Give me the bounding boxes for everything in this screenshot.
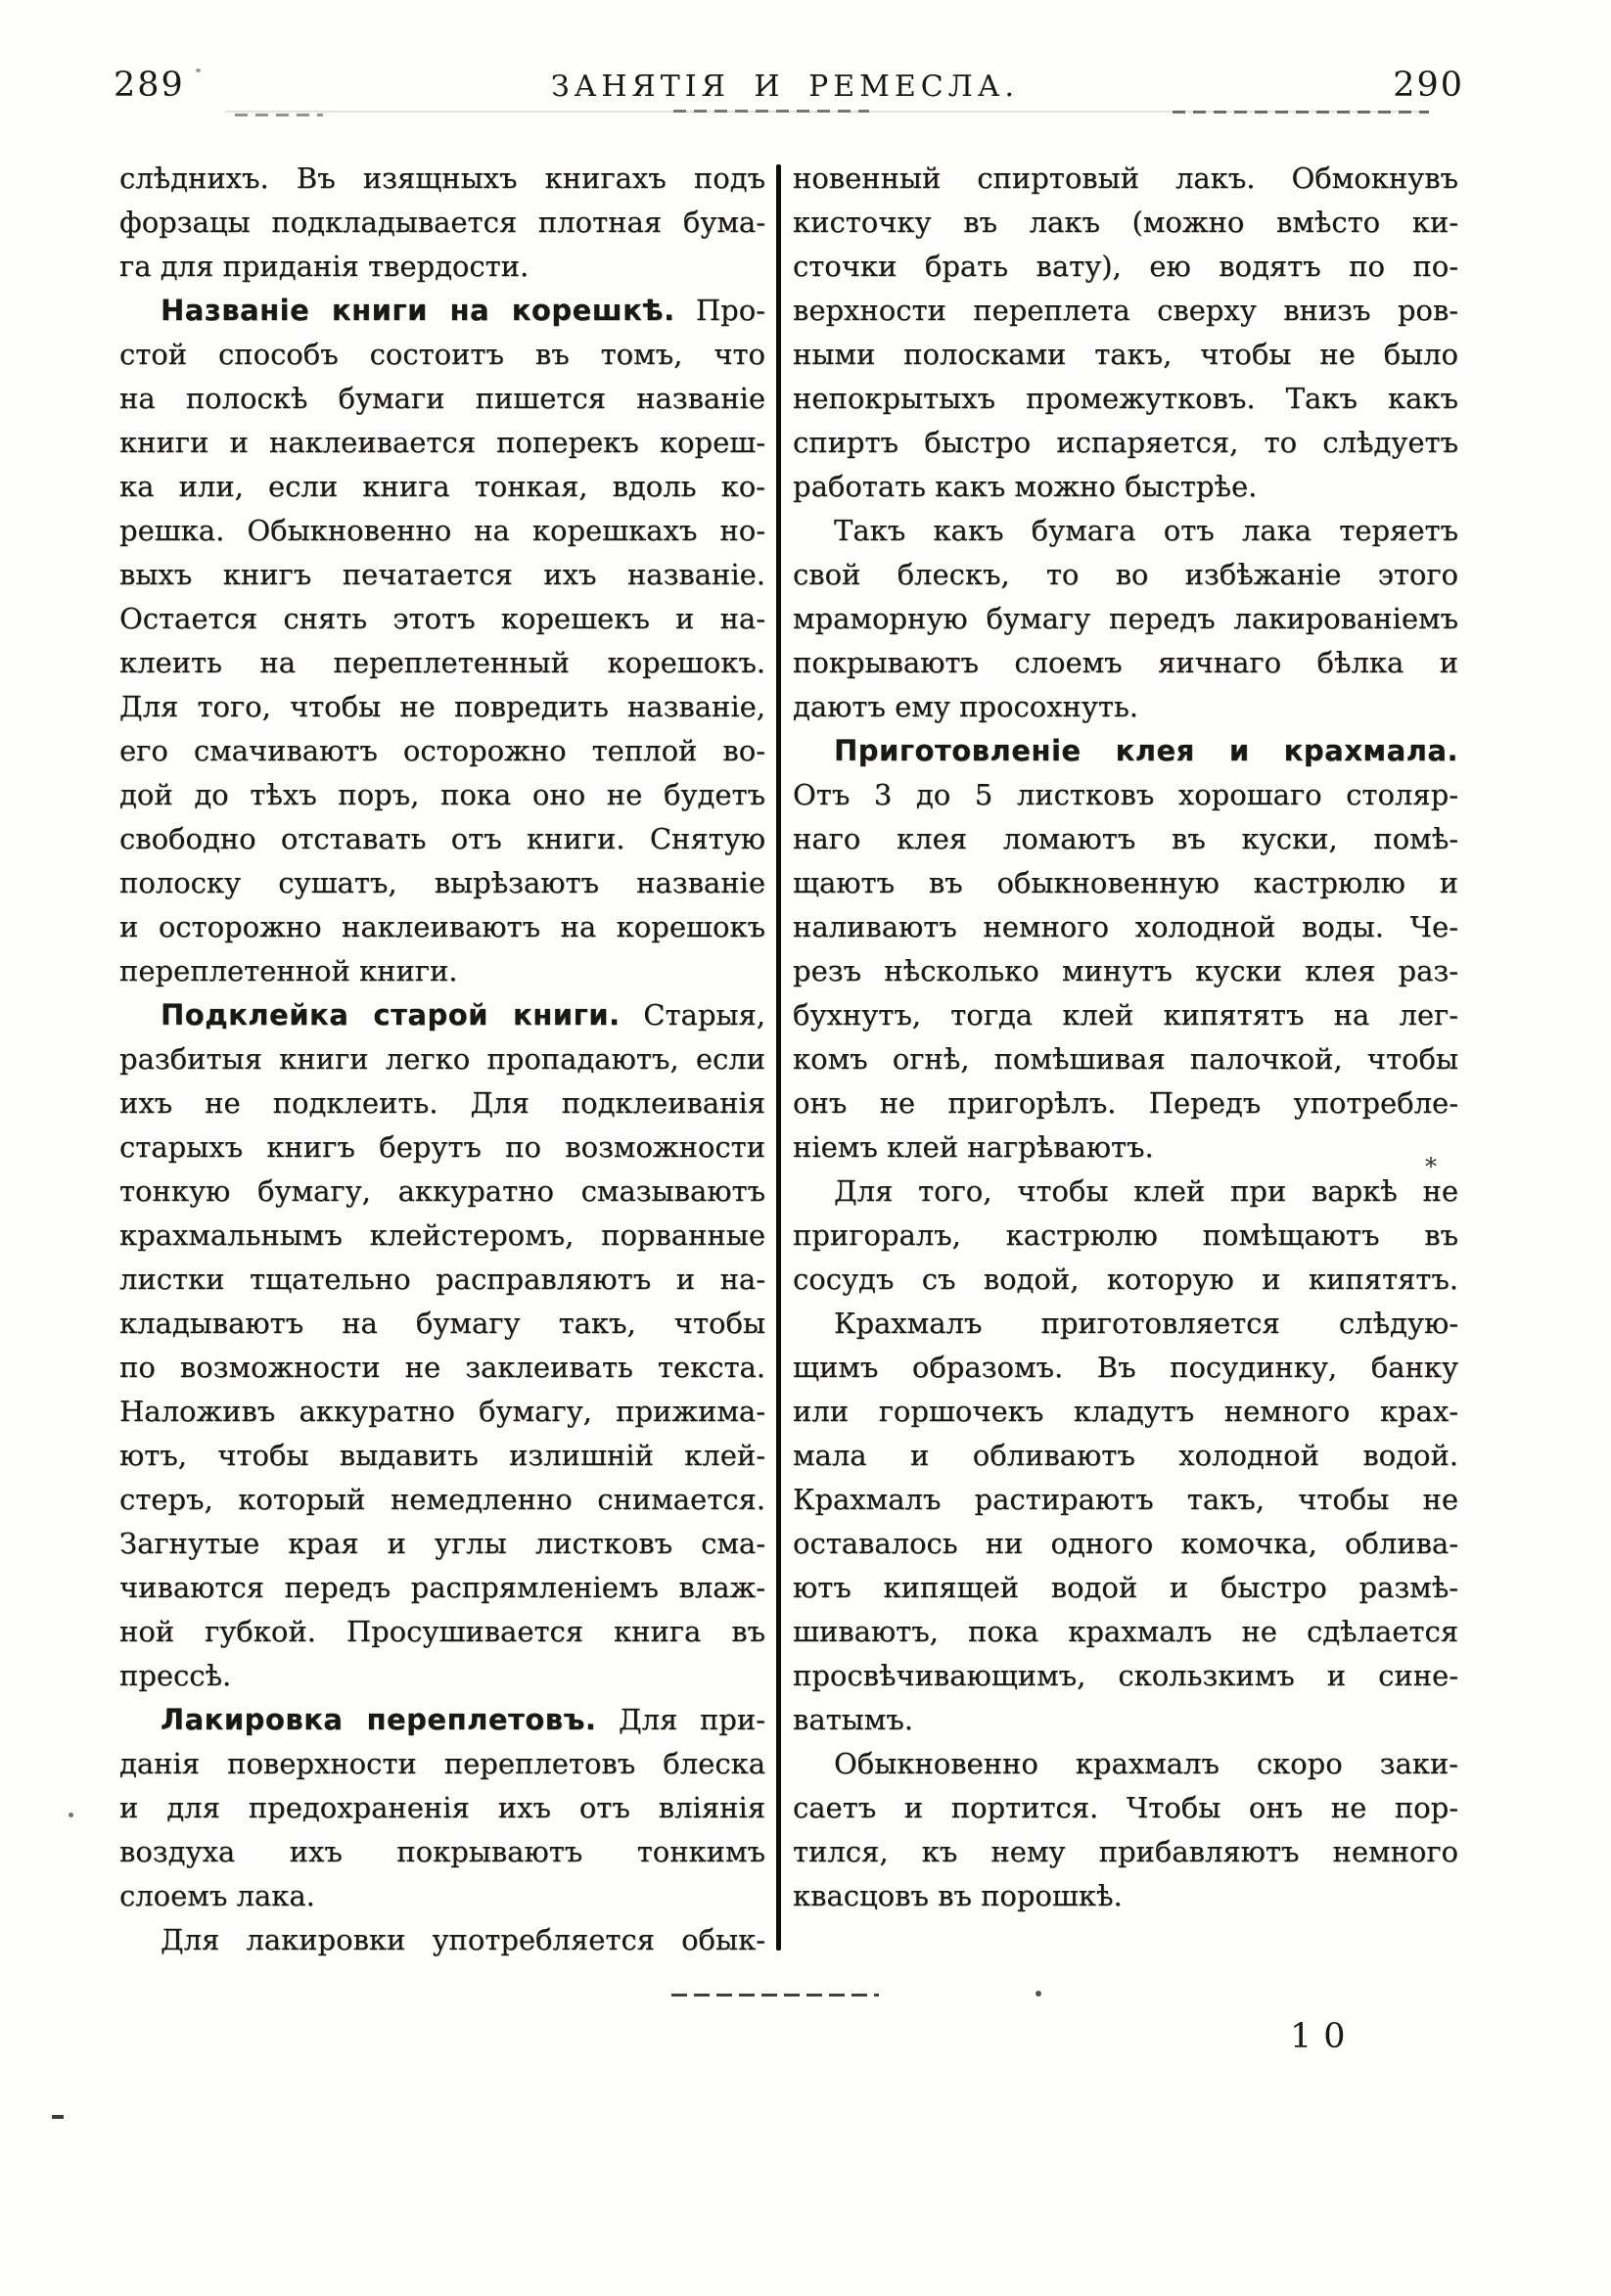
text-line: по возможности не заклеивать текста. — [119, 1351, 765, 1384]
text-line: ной губкой. Просушивается книга въ — [119, 1615, 765, 1648]
text-line: и для предохраненія ихъ отъ вліянія — [119, 1791, 765, 1824]
text-line: Обыкновенно крахмалъ скоро заки- — [834, 1747, 1458, 1780]
text-line: кладываютъ на бумагу такъ, чтобы — [119, 1307, 765, 1340]
text-line: решка. Обыкновенно на корешкахъ но- — [119, 514, 765, 547]
text-line: комъ огнѣ, помѣшивая палочкой, чтобы — [793, 1042, 1458, 1076]
text-line: квасцовъ въ порошкѣ. — [793, 1879, 1123, 1912]
text-line: старыхъ книгъ берутъ по возможности — [119, 1130, 765, 1164]
page-number-left: 289 — [114, 66, 185, 105]
text-line: тился, къ нему прибавляютъ немного — [793, 1835, 1458, 1868]
text-line: наго клея ломаютъ въ куски, помѣ- — [793, 822, 1458, 855]
text-line: слоемъ лака. — [119, 1879, 315, 1912]
text-line: шиваютъ, пока крахмалъ не сдѣлается — [793, 1615, 1458, 1648]
text-line: ка или, если книга тонкая, вдоль ко- — [119, 470, 765, 503]
text-line: полоску сушатъ, вырѣзаютъ названіе — [119, 866, 765, 899]
text-line: воздуха ихъ покрываютъ тонкимъ — [119, 1835, 765, 1868]
text-line: Наложивъ аккуратно бумагу, прижима- — [119, 1395, 765, 1428]
text-line: Такъ какъ бумага отъ лака теряетъ — [834, 514, 1458, 547]
scan-artifact-dot — [196, 69, 201, 72]
text-line: на полоскѣ бумаги пишется названіе — [119, 382, 765, 415]
text-line: сосудъ съ водой, которую и кипятятъ. — [793, 1263, 1458, 1296]
text-line: дой до тѣхъ поръ, пока оно не будетъ — [119, 778, 765, 811]
signature-number: 10 — [1290, 2017, 1358, 2056]
text-column-right — [793, 157, 1458, 1918]
text-line: просвѣчивающимъ, скользкимъ и сине- — [793, 1659, 1458, 1692]
text-line: ихъ не подклеить. Для подклеиванія — [119, 1086, 765, 1120]
text-line: непокрытыхъ промежутковъ. Такъ какъ — [793, 382, 1458, 415]
text-line: Для того, чтобы не повредить названіе, — [119, 690, 765, 723]
header-rule-segment — [673, 110, 869, 113]
text-line: мраморную бумагу передъ лакированіемъ — [793, 602, 1458, 635]
scan-artifact-dot — [1036, 1991, 1041, 1997]
text-line: Для лакировки употребляется обык- — [161, 1923, 765, 1956]
text-line: резъ нѣсколько минутъ куски клея раз- — [793, 954, 1458, 987]
text-line: Остается снять этотъ корешекъ и на- — [119, 602, 765, 635]
text-line-with-heading: Названіе книги на корешкѣ. Про- — [161, 294, 765, 327]
text-line: крахмальнымъ клейстеромъ, порванные — [119, 1218, 765, 1252]
text-line: разбитыя книги легко пропадаютъ, если — [119, 1042, 765, 1076]
text-line: слѣднихъ. Въ изящныхъ книгахъ подъ — [119, 161, 765, 195]
text-line: даютъ ему просохнуть. — [793, 690, 1138, 723]
text-line: ютъ, чтобы выдавить излишній клей- — [119, 1439, 765, 1472]
text-line-with-heading: Лакировка переплетовъ. Для при- — [161, 1703, 765, 1736]
text-line: бухнутъ, тогда клей кипятятъ на лег- — [793, 998, 1458, 1032]
text-line: новенный спиртовый лакъ. Обмокнувъ — [793, 161, 1458, 195]
text-line: ніемъ клей нагрѣваютъ. — [793, 1130, 1154, 1164]
text-line: тонкую бумагу, аккуратно смазываютъ — [119, 1174, 765, 1208]
text-line: ютъ кипящей водой и быстро размѣ- — [793, 1571, 1458, 1604]
text-line: Загнутые края и углы листковъ сма- — [119, 1527, 765, 1560]
column-divider-rule — [776, 164, 781, 1951]
text-line-with-heading: Подклейка старой книги. Старыя, — [161, 998, 765, 1032]
text-line: Крахмалъ приготовляется слѣдую- — [834, 1307, 1458, 1340]
header-rule-segment — [1173, 111, 1429, 114]
header-rule-segment — [235, 114, 323, 116]
text-line: пригоралъ, кастрюлю помѣщаютъ въ — [793, 1218, 1458, 1252]
section-heading: Названіе книги на корешкѣ. — [161, 294, 675, 327]
section-heading: Лакировка переплетовъ. — [161, 1703, 597, 1736]
text-column-left — [119, 157, 765, 1962]
text-line: клеить на переплетенный корешокъ. — [119, 646, 765, 679]
text-line: щаютъ въ обыкновенную кастрюлю и — [793, 866, 1458, 899]
text-line: Крахмалъ растираютъ такъ, чтобы не — [793, 1483, 1458, 1516]
text-line: прессѣ. — [119, 1659, 232, 1692]
scan-artifact-dot — [69, 1813, 73, 1817]
scan-artifact-dash — [52, 2115, 64, 2119]
text-line: щимъ образомъ. Въ посудинку, банку — [793, 1351, 1458, 1384]
text-line: книги и наклеивается поперекъ кореш- — [119, 426, 765, 459]
text-line: переплетенной книги. — [119, 954, 458, 987]
running-head — [0, 67, 1611, 108]
text-line: свой блескъ, то во избѣжаніе этого — [793, 558, 1458, 591]
text-line: саетъ и портится. Чтобы онъ не пор- — [793, 1791, 1458, 1824]
text-line: данія поверхности переплетовъ блеска — [119, 1747, 765, 1780]
text-line: верхности переплета сверху внизъ ров- — [793, 294, 1458, 327]
text-line: Отъ 3 до 5 листковъ хорошаго столяр- — [793, 778, 1458, 811]
text-line: листки тщательно расправляютъ и на- — [119, 1263, 765, 1296]
text-line: и осторожно наклеиваютъ на корешокъ — [119, 910, 765, 943]
text-line: ными полосками такъ, чтобы не было — [793, 338, 1458, 371]
text-line: онъ не пригорѣлъ. Передъ употребле- — [793, 1086, 1458, 1120]
text-line: мала и обливаютъ холодной водой. — [793, 1439, 1458, 1472]
text-line: выхъ книгъ печатается ихъ названіе. — [119, 558, 765, 591]
text-line: его смачиваютъ осторожно теплой во- — [119, 734, 765, 767]
text-line: или горшочекъ кладутъ немного крах- — [793, 1395, 1458, 1428]
footnote-asterisk-mark: * — [1425, 1153, 1437, 1180]
text-line: стой способъ состоитъ въ томъ, что — [119, 338, 765, 371]
text-line: оставалось ни одного комочка, облива- — [793, 1527, 1458, 1560]
end-of-article-rule — [671, 1994, 879, 1997]
running-title: ЗАНЯТІЯ И РЕМЕСЛА. — [550, 69, 1020, 104]
text-line: покрываютъ слоемъ яичнаго бѣлка и — [793, 646, 1458, 679]
text-line: форзацы подкладывается плотная бума- — [119, 206, 765, 239]
page-number-right: 290 — [1393, 66, 1464, 105]
text-line: работать какъ можно быстрѣе. — [793, 470, 1258, 503]
text-line: свободно отставать отъ книги. Снятую — [119, 822, 765, 855]
section-heading: Приготовленіе клея и крахмала. — [834, 734, 1458, 767]
text-line: Для того, чтобы клей при варкѣ не — [834, 1174, 1458, 1208]
text-line: га для приданія твердости. — [119, 250, 529, 283]
text-line-with-heading — [793, 729, 1458, 773]
text-line: ватымъ. — [793, 1703, 913, 1736]
text-line: сточки брать вату), ею водятъ по по- — [793, 250, 1458, 283]
text-line: спиртъ быстро испаряется, то слѣдуетъ — [793, 426, 1458, 459]
section-heading: Подклейка старой книги. — [161, 998, 621, 1032]
text-line: чиваются передъ распрямленіемъ влаж- — [119, 1571, 765, 1604]
text-line: наливаютъ немного холодной воды. Че- — [793, 910, 1458, 943]
text-line: кисточку въ лакъ (можно вмѣсто ки- — [793, 206, 1458, 239]
text-line: стеръ, который немедленно снимается. — [119, 1483, 765, 1516]
